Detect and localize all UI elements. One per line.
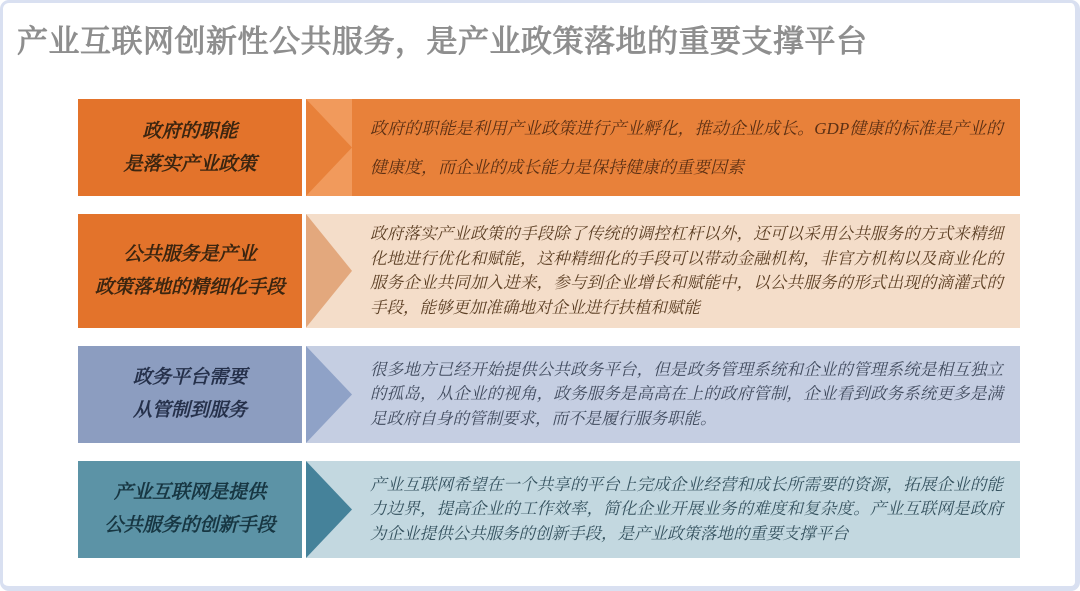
point-description: 产业互联网希望在一个共享的平台上完成企业经营和成长所需要的资源，拓展企业的能力边界，提高企业的工作效率，简化企业开展业务的难度和复杂度。产业互联网是政府为企业提供公共服务的创新手段，是产业政策落地的重要支撑平台 bbox=[370, 474, 1003, 543]
chevron-right-icon bbox=[306, 214, 352, 328]
point-label-box bbox=[78, 461, 302, 558]
point-label-line: 政策落地的精细化手段 bbox=[94, 277, 285, 299]
point-description-panel bbox=[306, 99, 1020, 196]
point-description: 政府落实产业政策的手段除了传统的调控杠杆以外，还可以采用公共服务的方式来精细化地进行优化和赋能，这种精细化的手段可以带动金融机构，非官方机构以及商业化的服务企业共同加入进来，参与到企业增长和赋能中，以公共服务的形式出现的滴灌式的手段，能够更加准确地对企业进行扶植和赋能 bbox=[370, 224, 1003, 317]
point-label-line: 政府的职能 bbox=[142, 120, 238, 142]
point-label-line: 政务平台需要 bbox=[132, 367, 247, 389]
chevron-right-icon bbox=[306, 346, 352, 443]
point-row-industrial-internet bbox=[78, 461, 1020, 558]
point-label-line: 公共服务是产业 bbox=[123, 243, 257, 265]
chevron-right-icon bbox=[306, 99, 352, 196]
point-label-line: 从管制到服务 bbox=[132, 400, 247, 422]
point-label-line: 公共服务的创新手段 bbox=[104, 515, 276, 537]
chevron-right-icon bbox=[306, 461, 352, 558]
point-label-box bbox=[78, 346, 302, 443]
point-label-box bbox=[78, 99, 302, 196]
point-description: 很多地方已经开始提供公共政务平台，但是政务管理系统和企业的管理系统是相互独立的孤岛，从企业的视角，政务服务是高高在上的政府管制，企业看到政务系统更多是满足政府自身的管制要求，而不是履行服务职能。 bbox=[370, 359, 1003, 428]
point-description-panel bbox=[306, 214, 1020, 328]
point-row-gov-platform bbox=[78, 346, 1020, 443]
point-label-line: 产业互联网是提供 bbox=[113, 482, 266, 504]
point-label-box bbox=[78, 214, 302, 328]
point-description: 政府的职能是利用产业政策进行产业孵化，推动企业成长。GDP健康的标准是产业的健康度，而企业的成长能力是保持健康的重要因素 bbox=[370, 118, 1003, 177]
point-label-line: 是落实产业政策 bbox=[123, 153, 257, 175]
points-list bbox=[78, 99, 1020, 558]
page-title: 产业互联网创新性公共服务，是产业政策落地的重要支撑平台 bbox=[17, 24, 868, 59]
point-row-public-service bbox=[78, 214, 1020, 328]
point-description-panel bbox=[306, 346, 1020, 443]
point-row-government-role bbox=[78, 99, 1020, 196]
point-description-panel bbox=[306, 461, 1020, 558]
